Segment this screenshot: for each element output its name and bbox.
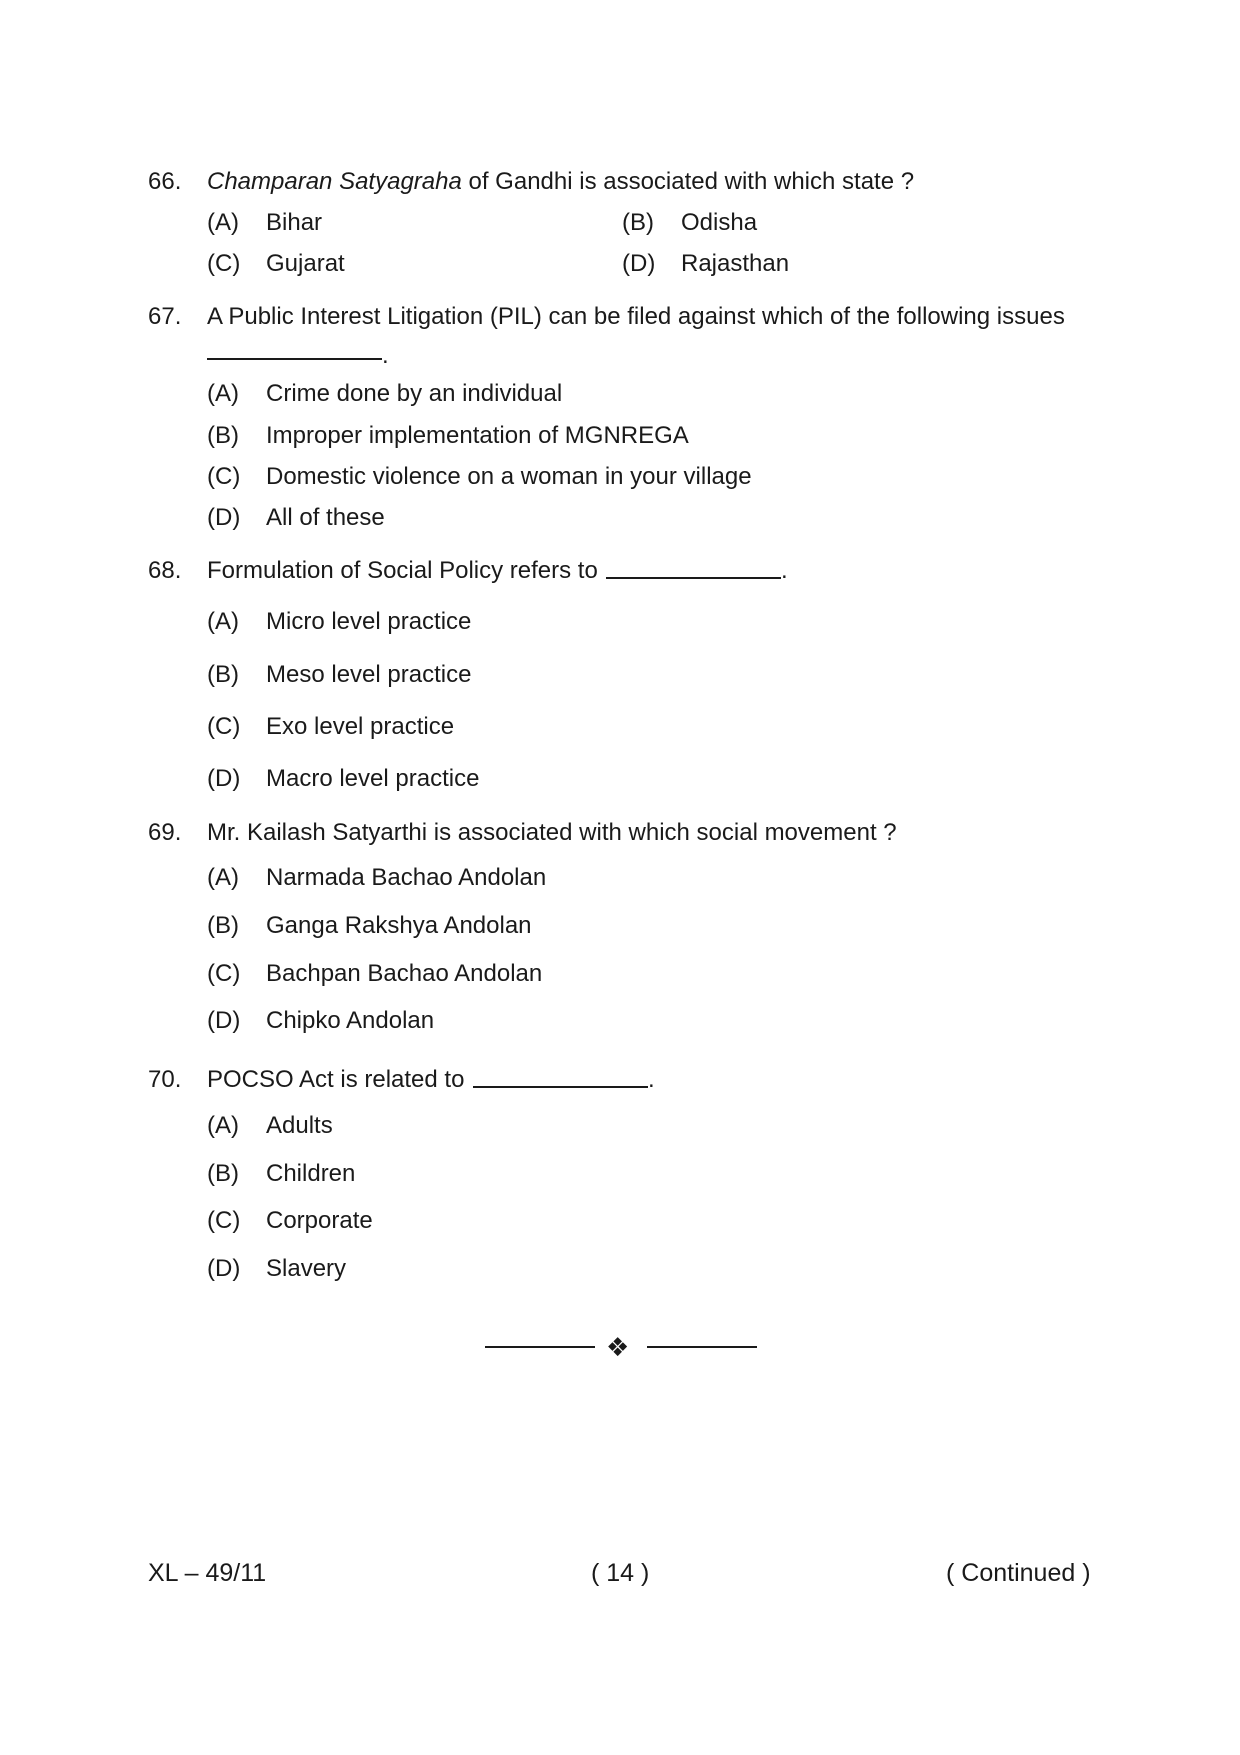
option-label: (A) (207, 209, 239, 236)
question-66-stem (207, 170, 914, 194)
option-label: (A) (207, 380, 239, 407)
diamond-ornament-icon: ❖ (606, 1332, 630, 1362)
question-70-stem-end: . (648, 1066, 655, 1093)
question-69-number: 69. (148, 819, 182, 846)
option-label: (B) (207, 912, 239, 939)
footer-page-number: ( 14 ) (591, 1559, 650, 1587)
option-text: Meso level practice (266, 661, 472, 688)
question-66-number: 66. (148, 168, 182, 195)
divider-line-right (647, 1346, 757, 1348)
question-66-stem-italic: Champaran Satyagraha (207, 168, 462, 195)
question-66-stem-rest: of Gandhi is associated with which state ? (461, 168, 915, 195)
option-label: (A) (207, 864, 239, 891)
option-text: Bachpan Bachao Andolan (266, 960, 543, 987)
option-label: (B) (207, 661, 239, 688)
option-text: Exo level practice (266, 713, 455, 740)
option-text: Rajasthan (681, 250, 790, 277)
option-text: Odisha (681, 209, 758, 236)
option-text: Gujarat (266, 250, 345, 277)
answer-blank (606, 577, 781, 579)
option-text: Improper implementation of MGNREGA (266, 422, 689, 449)
option-label: (D) (207, 504, 241, 531)
option-label: (A) (207, 1112, 239, 1139)
question-70-number: 70. (148, 1066, 182, 1093)
question-68-stem: Formulation of Social Policy refers to (207, 557, 598, 584)
answer-blank (207, 358, 382, 360)
option-text: Micro level practice (266, 608, 472, 635)
option-label: (D) (207, 1007, 241, 1034)
option-text: Slavery (266, 1255, 347, 1282)
option-label: (D) (622, 250, 656, 277)
option-text: All of these (266, 504, 385, 531)
option-text: Corporate (266, 1207, 373, 1234)
answer-blank (473, 1086, 648, 1088)
option-label: (C) (207, 960, 241, 987)
option-label: (C) (207, 463, 241, 490)
option-label: (C) (207, 1207, 241, 1234)
option-label: (C) (207, 250, 241, 277)
option-text: Chipko Andolan (266, 1007, 435, 1034)
option-text: Children (266, 1160, 356, 1187)
option-text: Crime done by an individual (266, 380, 563, 407)
option-text: Bihar (266, 209, 323, 236)
option-text: Narmada Bachao Andolan (266, 864, 547, 891)
option-text: Domestic violence on a woman in your village (266, 463, 752, 490)
question-67-stem-end: . (382, 342, 389, 369)
question-67-stem: A Public Interest Litigation (PIL) can be filed against which of the following issues (207, 303, 1065, 330)
question-68-number: 68. (148, 557, 182, 584)
footer-paper-code: XL – 49/11 (148, 1559, 267, 1587)
option-text: Adults (266, 1112, 333, 1139)
option-label: (B) (207, 422, 239, 449)
question-68-stem-end: . (781, 557, 788, 584)
divider-line-left (485, 1346, 595, 1348)
option-label: (C) (207, 713, 241, 740)
question-67-number: 67. (148, 303, 182, 330)
option-label: (B) (622, 209, 654, 236)
option-text: Macro level practice (266, 765, 480, 792)
option-label: (D) (207, 765, 241, 792)
footer-continued: ( Continued ) (946, 1559, 1091, 1587)
option-label: (A) (207, 608, 239, 635)
question-69-stem: Mr. Kailash Satyarthi is associated with which social movement ? (207, 819, 897, 846)
option-label: (D) (207, 1255, 241, 1282)
option-label: (B) (207, 1160, 239, 1187)
question-70-stem: POCSO Act is related to (207, 1066, 465, 1093)
option-text: Ganga Rakshya Andolan (266, 912, 532, 939)
